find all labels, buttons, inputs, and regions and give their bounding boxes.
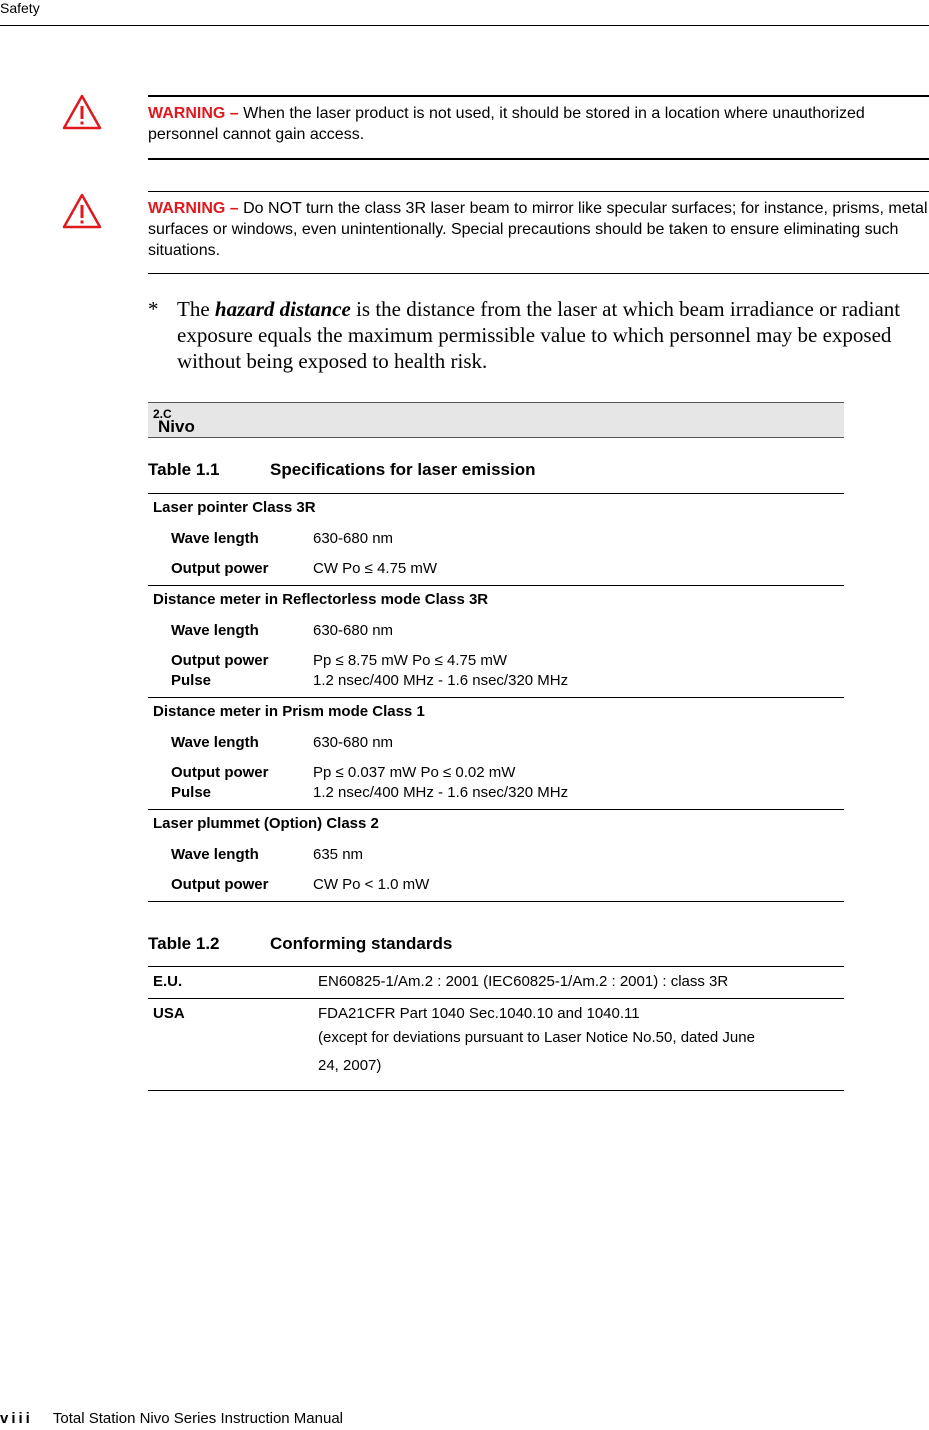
standard-line: (except for deviations pursuant to Laser Notice No.50, dated June xyxy=(318,1029,755,1046)
warning-label: WARNING – xyxy=(148,105,239,122)
spec-row xyxy=(148,845,844,865)
spec-key-line: Output power xyxy=(171,764,269,781)
conforming-standards-table xyxy=(148,966,844,1091)
page-number: viii xyxy=(0,1410,33,1427)
spec-value-line: Pp ≤ 8.75 mW Po ≤ 4.75 mW xyxy=(313,652,508,669)
region-key: E.U. xyxy=(153,973,183,990)
standard-value xyxy=(318,1004,844,1080)
spec-key: Wave length xyxy=(171,734,259,751)
footnote-body xyxy=(177,296,928,374)
warning-mirror-surfaces xyxy=(148,191,929,274)
spec-group-prism xyxy=(148,698,844,810)
spec-key-line: Pulse xyxy=(171,672,212,689)
table-row xyxy=(148,967,844,999)
table-1-1-caption xyxy=(148,460,535,480)
table-row xyxy=(148,999,844,1091)
footnote-lead: The xyxy=(177,297,215,321)
spec-group-heading: Laser plummet (Option) Class 2 xyxy=(153,815,379,832)
spec-value: CW Po < 1.0 mW xyxy=(313,876,430,893)
warning-triangle-icon xyxy=(62,193,102,229)
running-head: Safety xyxy=(0,0,40,16)
spec-key: Wave length xyxy=(171,530,259,547)
table-number: Table 1.2 xyxy=(148,934,220,953)
warning-bottom-rule xyxy=(148,158,929,160)
standard-line: EN60825-1/Am.2 : 2001 (IEC60825-1/Am.2 : 2001) : class 3R xyxy=(318,973,729,990)
spec-key: Wave length xyxy=(171,622,259,639)
table-number: Table 1.1 xyxy=(148,460,220,479)
manual-title: Total Station Nivo Series Instruction Manual xyxy=(52,1410,344,1427)
spec-row xyxy=(148,559,844,579)
spec-key-line: Pulse xyxy=(171,784,212,801)
spec-key-line: Output power xyxy=(171,652,269,669)
spec-value xyxy=(313,763,844,803)
warning-bottom-rule xyxy=(148,273,929,274)
spec-group-reflectorless xyxy=(148,586,844,698)
spec-row xyxy=(148,875,844,895)
spec-group-heading: Laser pointer Class 3R xyxy=(153,499,316,516)
model-name xyxy=(153,407,195,436)
warning-stored-location xyxy=(148,95,929,160)
spec-value-line: Pp ≤ 0.037 mW Po ≤ 0.02 mW xyxy=(313,764,516,781)
spec-row xyxy=(148,621,844,641)
model-name-text: Nivo xyxy=(158,417,195,436)
warning-text xyxy=(148,97,929,145)
footnote-term: hazard distance xyxy=(214,297,351,321)
footnote-text: is the distance from the laser at which beam irradiance or radiant exposure equals the maximum permissible value to which personnel may be exposed without being exposed to health risk. xyxy=(177,297,901,373)
spec-group-laser-plummet xyxy=(148,810,844,902)
standard-value xyxy=(318,972,844,992)
table-title: Conforming standards xyxy=(270,934,453,953)
spec-value-line: 1.2 nsec/400 MHz - 1.6 nsec/320 MHz xyxy=(313,784,569,801)
spec-value: 630-680 nm xyxy=(313,622,394,639)
spec-row xyxy=(148,651,844,691)
spec-row xyxy=(148,529,844,549)
spec-key xyxy=(148,651,313,691)
spec-group-laser-pointer xyxy=(148,494,844,586)
model-superscript: 2.C xyxy=(153,407,172,421)
spec-value: CW Po ≤ 4.75 mW xyxy=(313,560,438,577)
spec-row xyxy=(148,763,844,803)
table-1-2-caption xyxy=(148,934,452,954)
warning-body: Do NOT turn the class 3R laser beam to mirror like specular surfaces; for instance, prisms, metal surfaces or windows, even unintentionally. Special precautions should be taken to ensure eliminating such situations. xyxy=(148,200,928,259)
spec-value xyxy=(313,651,844,691)
spec-value: 630-680 nm xyxy=(313,734,394,751)
laser-spec-table xyxy=(148,493,844,902)
footnote-marker: * xyxy=(148,297,159,321)
spec-value: 635 nm xyxy=(313,846,364,863)
header-rule xyxy=(0,25,929,26)
spec-key: Wave length xyxy=(171,846,259,863)
spec-group-heading: Distance meter in Reflectorless mode Class 3R xyxy=(153,591,489,608)
spec-row xyxy=(148,733,844,753)
warning-text xyxy=(148,192,929,261)
model-heading-bar xyxy=(148,402,844,438)
region-key: USA xyxy=(153,1005,185,1022)
warning-triangle-icon xyxy=(62,94,102,130)
table-title: Specifications for laser emission xyxy=(270,460,536,479)
spec-group-heading: Distance meter in Prism mode Class 1 xyxy=(153,703,425,720)
spec-value: 630-680 nm xyxy=(313,530,394,547)
spec-value-line: 1.2 nsec/400 MHz - 1.6 nsec/320 MHz xyxy=(313,672,569,689)
spec-key: Output power xyxy=(171,876,269,893)
spec-key xyxy=(148,763,313,803)
standard-line: 24, 2007) xyxy=(318,1057,382,1074)
spec-key: Output power xyxy=(171,560,269,577)
page-footer xyxy=(0,1410,343,1428)
hazard-distance-footnote xyxy=(148,296,928,374)
warning-label: WARNING – xyxy=(148,200,239,217)
standard-line: FDA21CFR Part 1040 Sec.1040.10 and 1040.11 xyxy=(318,1005,640,1022)
warning-body: When the laser product is not used, it should be stored in a location where unauthorized personnel cannot gain access. xyxy=(148,105,865,143)
